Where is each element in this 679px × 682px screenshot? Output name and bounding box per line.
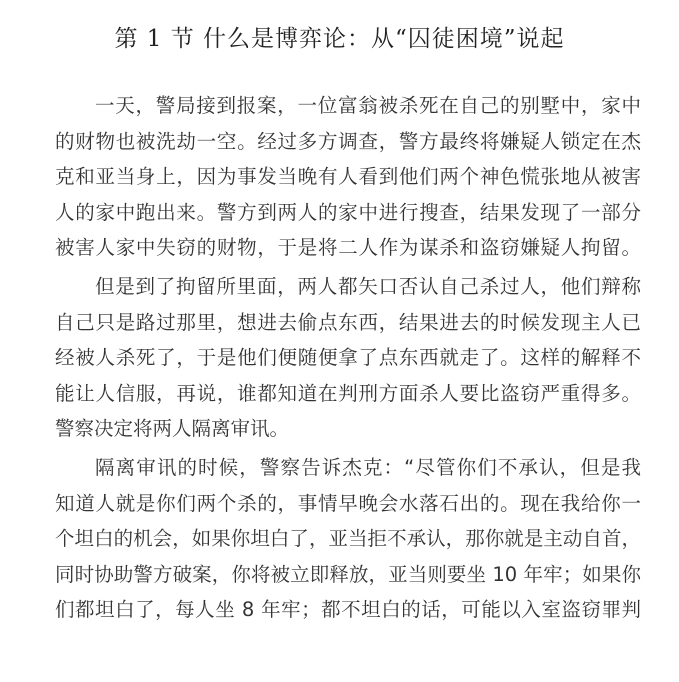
text-line: 同时协助警方破案，你将被立即释放，亚当则要坐 10 年牢；如果你 — [55, 562, 641, 586]
text-line: 克和亚当身上，因为事发当晚有人看到他们两个神色慌张地从被害 — [55, 165, 641, 189]
text-line: 隔离审讯的时候，警察告诉杰克：“尽管你们不承认，但是我 — [95, 455, 641, 479]
paragraph-1 — [55, 88, 641, 266]
text-line: 知道人就是你们两个杀的，事情早晚会水落石出的。现在我给你一 — [55, 491, 641, 515]
text-line: 人的家中跑出来。警方到两人的家中进行搜查，结果发现了一部分 — [55, 200, 641, 224]
text-line: 被害人家中失窃的财物，于是将二人作为谋杀和盗窃嫌疑人拘留。 — [55, 236, 641, 260]
paragraph-2 — [55, 269, 641, 447]
text-line: 能让人信服，再说，谁都知道在判刑方面杀人要比盗窃严重得多。 — [55, 381, 641, 405]
text-line: 的财物也被洗劫一空。经过多方调查，警方最终将嫌疑人锁定在杰 — [55, 129, 641, 153]
text-line: 警察决定将两人隔离审讯。 — [55, 417, 290, 441]
text-line: 们都坦白了，每人坐 8 年牢；都不坦白的话，可能以入室盗窃罪判 — [55, 598, 641, 622]
section-title: 第 1 节 什么是博弈论：从“囚徒困境”说起 — [114, 26, 565, 52]
paragraph-3 — [55, 450, 641, 628]
text-line: 自己只是路过那里，想进去偷点东西，结果进去的时候发现主人已 — [55, 310, 641, 334]
text-line: 一天，警局接到报案，一位富翁被杀死在自己的别墅中，家中 — [95, 94, 641, 117]
text-line: 但是到了拘留所里面，两人都矢口否认自己杀过人，他们辩称 — [95, 274, 641, 298]
text-line: 个坦白的机会，如果你坦白了，亚当拒不承认，那你就是主动自首， — [55, 527, 641, 551]
text-line: 经被人杀死了，于是他们便随便拿了点东西就走了。这样的解释不 — [55, 346, 641, 370]
document-body — [55, 88, 641, 631]
